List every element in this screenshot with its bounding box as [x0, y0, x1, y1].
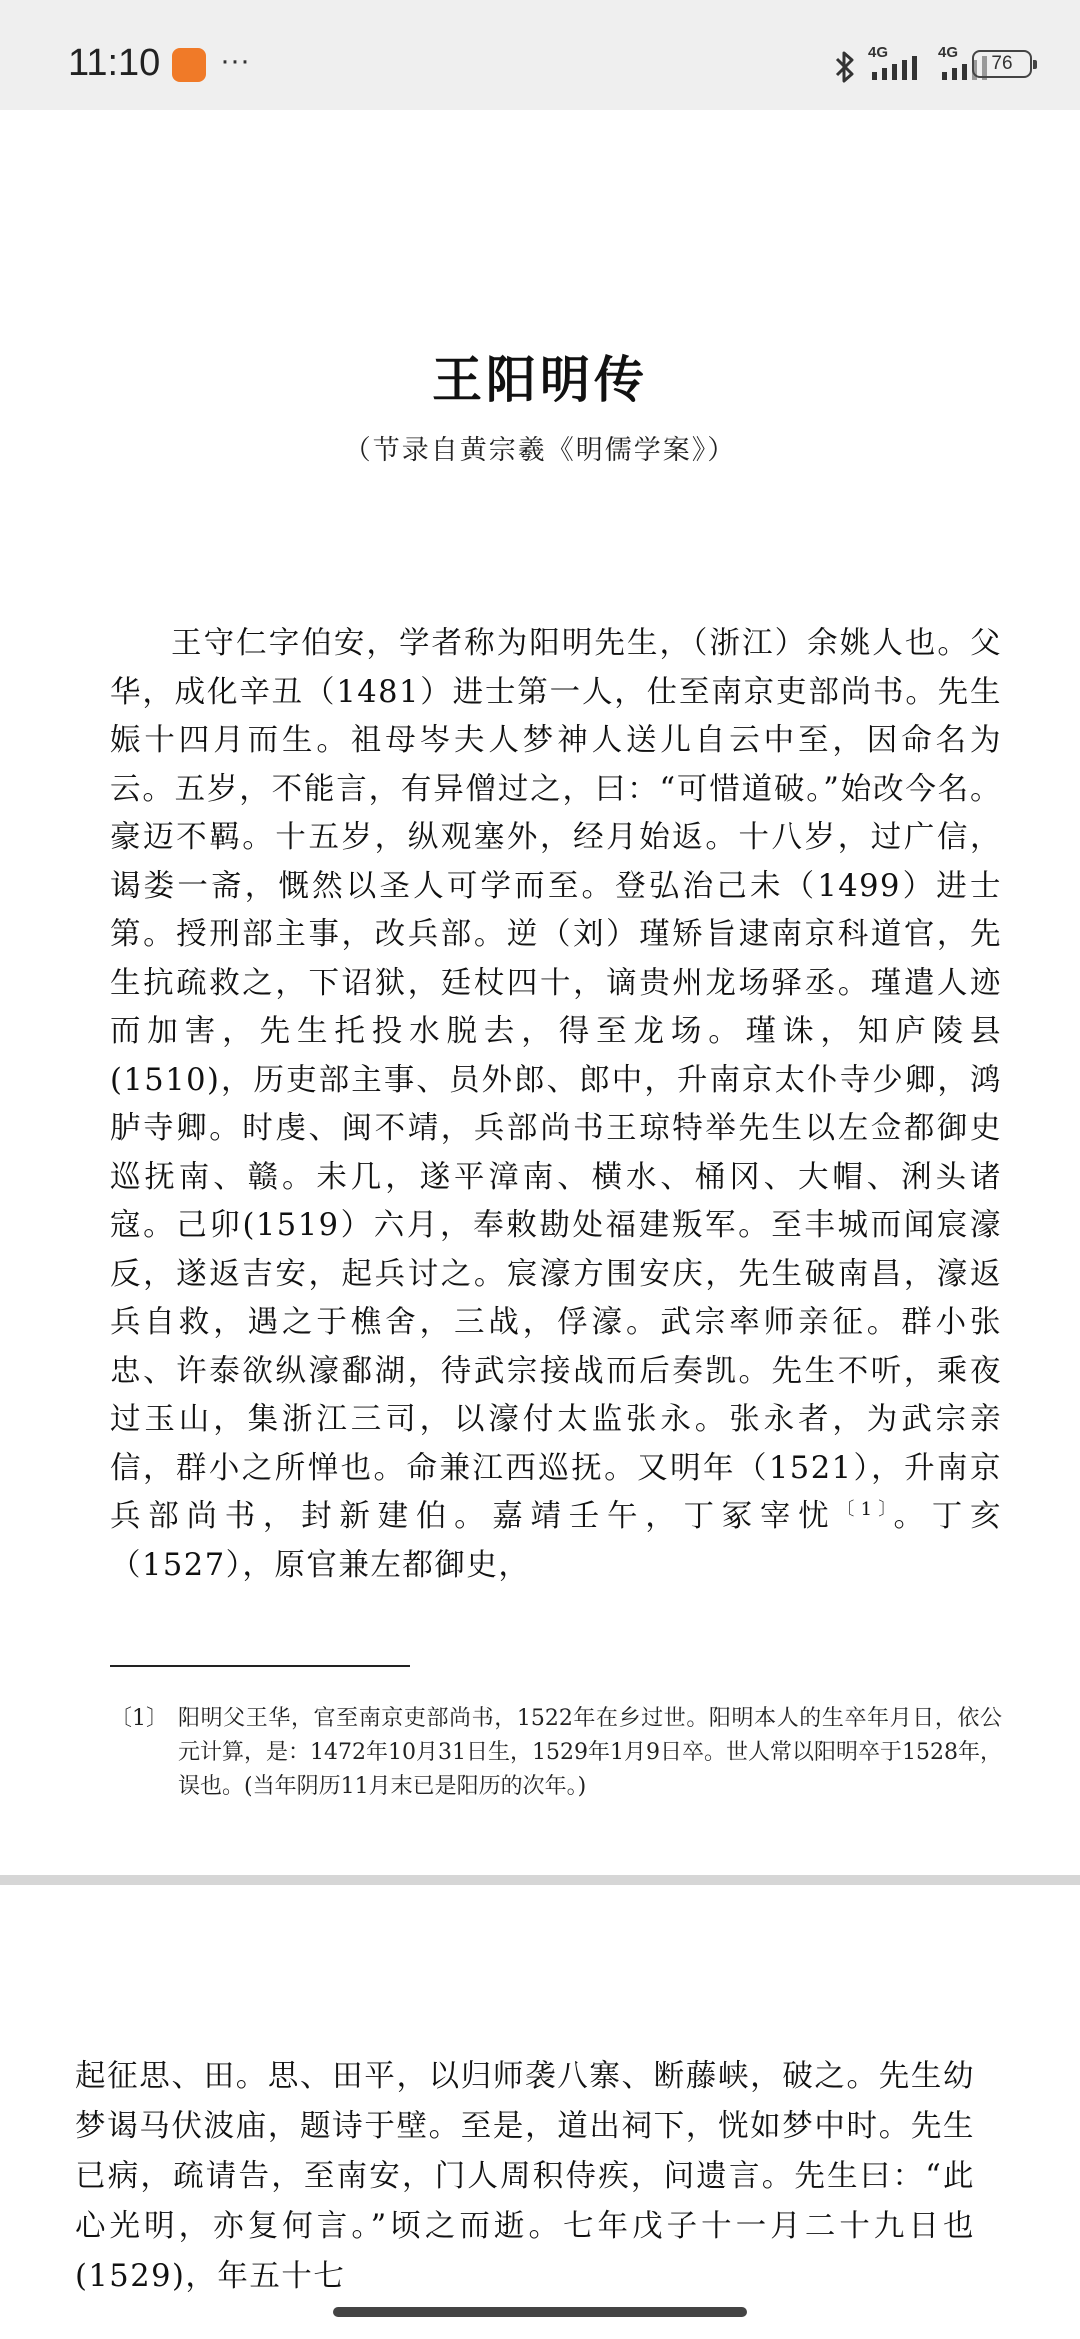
paragraph [110, 620, 1002, 1590]
book-page [0, 1885, 1080, 2339]
paragraph-part: 王守仁字伯安，学者称为阳明先生，（浙江）余姚人也。父华，成化辛丑（1481）进士第一人，仕至南京吏部尚书。先生娠十四月而生。祖母岑夫人梦神人送儿自云中至，因命名为云。五岁，不能言，有异僧过之，曰：“可惜道破。”始改今名。豪迈不羁。十五岁，纵观塞外，经月始返。十八岁，过广信，谒娄一斋，慨然以圣人可学而至。登弘治己未（1499）进士第。授刑部主事，改兵部。逆（刘）瑾矫旨逮南京科道官，先生抗疏救之，下诏狱，廷杖四十，谪贵州龙场驿丞。瑾遣人迹而加害，先生托投水脱去，得至龙场。瑾诛，知庐陵县(1510)，历吏部主事、员外郎、郎中，升南京太仆寺少卿，鸿胪寺卿。时虔、闽不靖，兵部尚书王琼特举先生以左佥都御史巡抚南、赣。未几，遂平漳南、横水、桶冈、大帽、浰头诸寇。己卯(1519）六月，奉敕勘处福建叛军。至丰城而闻宸濠反，遂返吉安，起兵讨之。宸濠方围安庆，先生破南昌，濠返兵自救，遇之于樵舍，三战，俘濠。武宗率师亲征。群小张忠、许泰欲纵濠鄱湖，待武宗接战而后奏凯。先生不听，乘夜过玉山，集浙江三司，以濠付太监张永。张永者，为武宗亲信，群小之所惮也。命兼江西巡抚。又明年（1521），升南京兵部尚书，封新建伯。嘉靖壬午，丁冢宰忧 [110, 626, 1002, 1534]
signal-label: 4G [868, 44, 889, 61]
footnote-text: 阳明父王华，官至南京吏部尚书，1522年在乡过世。阳明本人的生卒年月日，依公元计算，是：1472年10月31日生，1529年1月9日卒。世人常以阳明卒于1528年，误也。(当年阴历11月末已是阳历的次年。) [178, 1706, 1002, 1799]
body-text [110, 620, 1002, 1590]
book-page [0, 110, 1080, 1875]
paragraph-part: 。丁亥（1527），原官兼左都御史， [110, 1499, 1003, 1583]
battery-icon: 76 [972, 50, 1032, 78]
paragraph: 起征思、田。思、田平，以归师袭八寨、断藤峡，破之。先生幼梦谒马伏波庙，题诗于壁。至是，道出祠下，恍如梦中时。先生已病，疏请告，至南安，门人周积侍疾，问遗言。先生曰：“此心光明，亦复何言。”顷之而逝。七年戊子十一月二十九日也(1529)，年五十七 [75, 2059, 975, 2294]
footnote-mark: 〔1〕 [110, 1706, 168, 1731]
status-bar [0, 0, 1080, 110]
footnote [110, 1702, 1002, 1804]
page-subtitle: （节录自黄宗羲《明儒学案》） [343, 435, 737, 466]
signal-icon [868, 44, 934, 84]
bluetooth-icon [832, 50, 858, 84]
more-notifications-icon: ··· [220, 44, 250, 77]
page-divider [0, 1875, 1080, 1885]
app-notification-icon [172, 48, 206, 82]
footnote-ref[interactable]: 〔1〕 [836, 1498, 894, 1520]
home-indicator[interactable] [333, 2307, 747, 2317]
body-text [75, 2052, 975, 2302]
status-time: 11:10 [68, 42, 161, 84]
page-title: 王阳明传 [432, 350, 648, 409]
signal-label: 4G [938, 44, 959, 61]
footnote-divider [110, 1665, 410, 1667]
